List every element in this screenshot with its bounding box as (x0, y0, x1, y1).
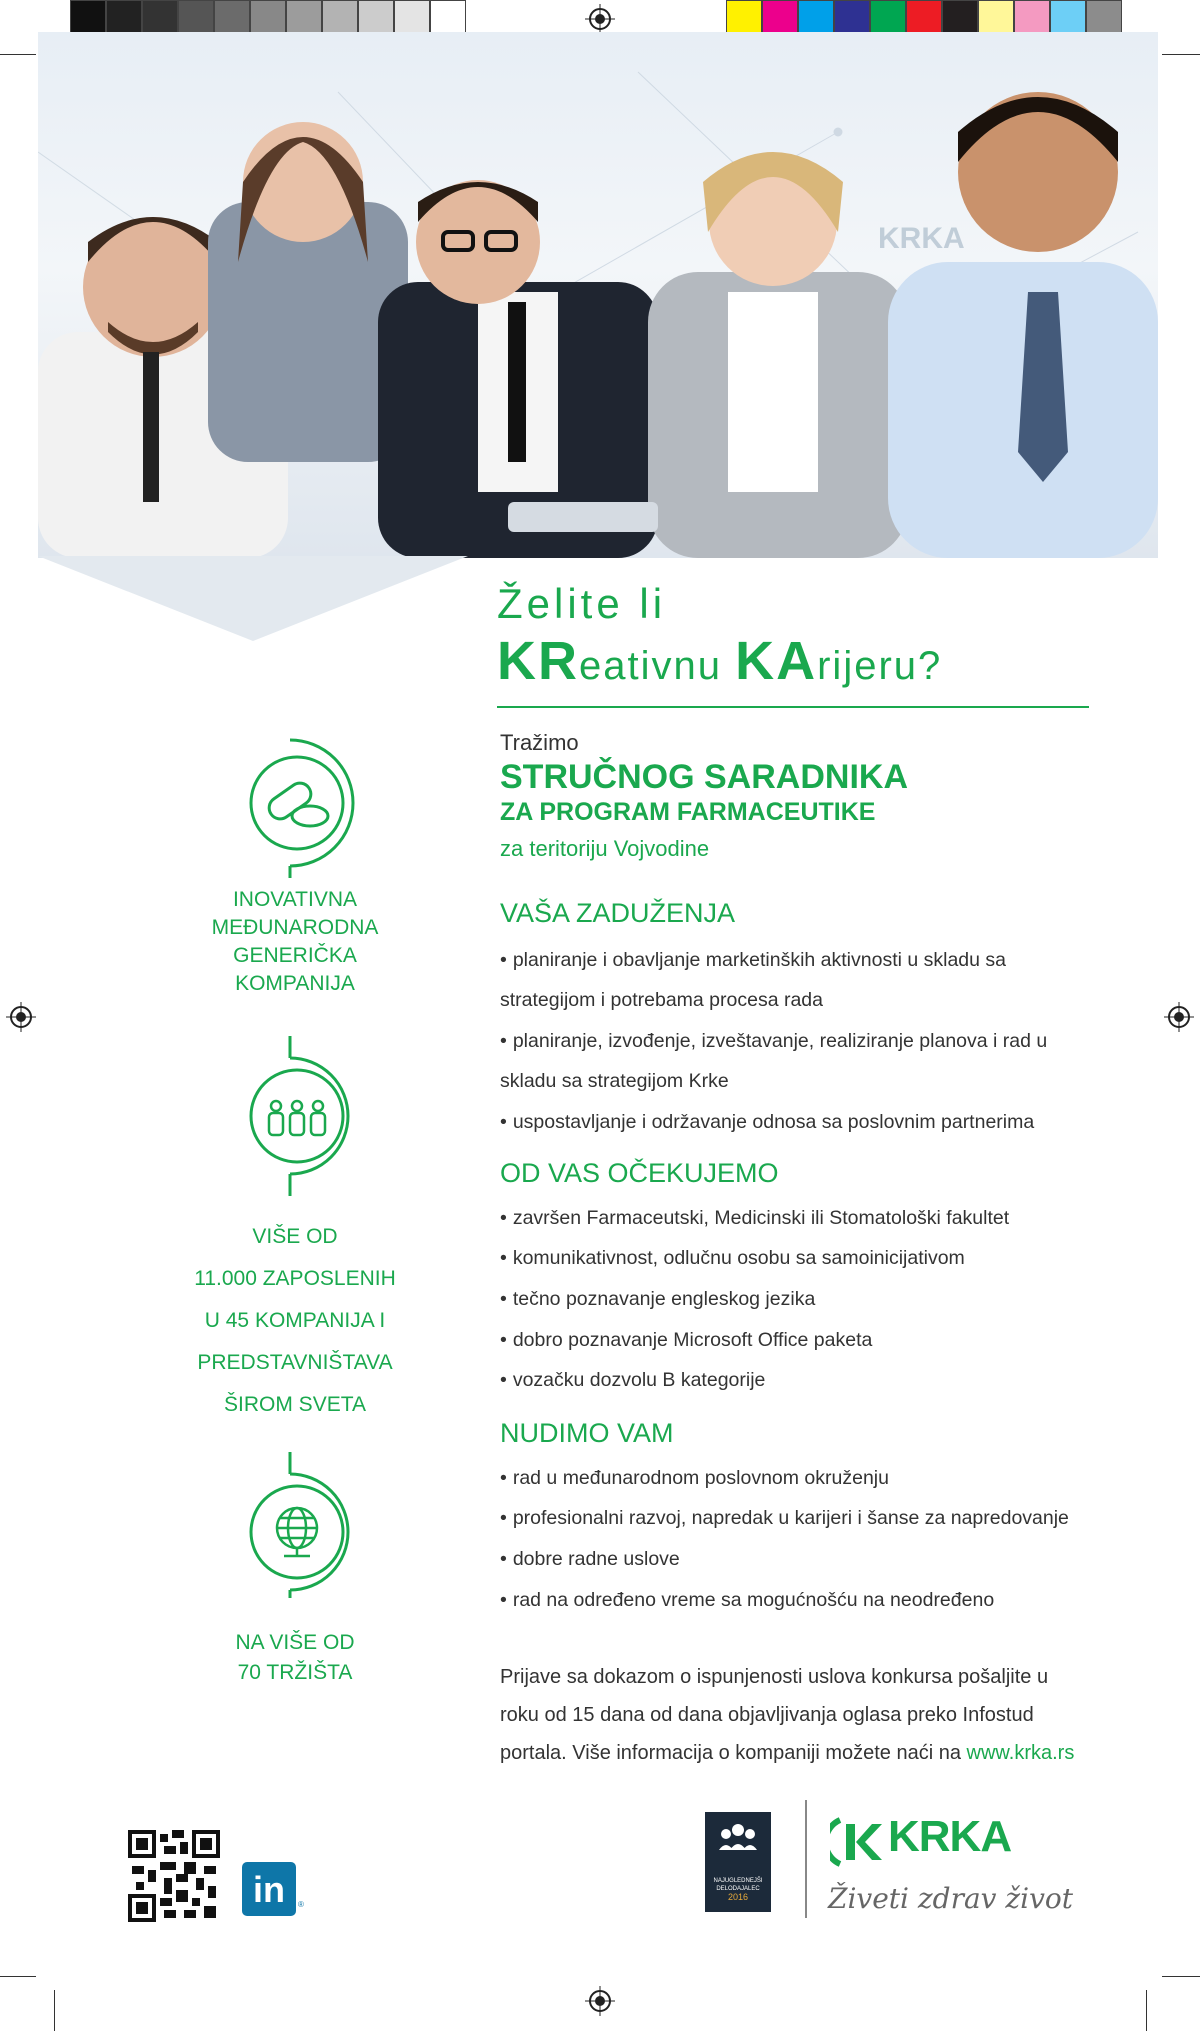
stat-line: INOVATIVNA (232, 888, 358, 911)
calibration-swatch (250, 0, 286, 36)
stat-line: GENERIČKA (233, 944, 357, 967)
calibration-swatch (798, 0, 834, 36)
award-people-icon (705, 1812, 771, 1872)
calibration-swatch (834, 0, 870, 36)
duty-item: • uspostavljanje i održavanje odnosa sa poslovnim partnerima (500, 1102, 1100, 1142)
expect-item: • dobro poznavanje Microsoft Office paketa (500, 1320, 1100, 1360)
stat-markets (150, 1628, 440, 1688)
crop-mark (1162, 54, 1200, 55)
registration-mark-bottom (585, 1986, 615, 2016)
stat-line: MEĐUNARODNA (211, 916, 379, 939)
crop-mark (1146, 1990, 1147, 2031)
expect-item: • završen Farmaceutski, Medicinski ili Stomatološki fakultet (500, 1198, 1100, 1238)
job-title: STRUČNOG SARADNIKA (500, 758, 908, 796)
hero-watermark-logo: KRKA (878, 222, 965, 255)
pill-capsule-icon (240, 738, 360, 878)
crop-mark (54, 1990, 55, 2031)
color-calibration-bar (726, 0, 1122, 36)
calibration-swatch (430, 0, 466, 36)
application-instructions (500, 1658, 1140, 1772)
closing-line: Prijave sa dokazom o ispunjenosti uslova konkursa pošaljite u (500, 1666, 1049, 1688)
linkedin-icon[interactable]: in (242, 1862, 296, 1916)
headline-ka-rest: rijeru? (817, 644, 943, 688)
closing-line: portala. Više informacija o kompaniji možete naći na (500, 1742, 967, 1764)
qr-code[interactable] (128, 1830, 220, 1922)
linkedin-registered-mark: ® (298, 1900, 304, 1909)
calibration-swatch (70, 0, 106, 36)
job-subtitle: ZA PROGRAM FARMACEUTIKE (500, 798, 876, 826)
headline-ka: KA (735, 631, 818, 691)
crop-mark (1162, 1976, 1200, 1977)
crop-mark (0, 54, 36, 55)
job-intro: Tražimo (500, 730, 579, 755)
calibration-swatch (394, 0, 430, 36)
stat-company-type (150, 886, 440, 998)
expect-item: • tečno poznavanje engleskog jezika (500, 1279, 1100, 1319)
offer-item: • rad na određeno vreme sa mogućnošću na neodređeno (500, 1580, 1100, 1620)
headline-divider (497, 706, 1089, 708)
calibration-swatch (726, 0, 762, 36)
stat-line: VIŠE OD (252, 1225, 338, 1248)
offer-item: • dobre radne uslove (500, 1539, 1100, 1579)
duty-item: • planiranje i obavljanje marketinških aktivnosti u skladu sa (500, 940, 1100, 980)
team-illustration (38, 32, 1158, 558)
calibration-swatch (906, 0, 942, 36)
headline-kr: KR (497, 631, 579, 691)
duty-item: strategijom i potrebama procesa rada (500, 989, 823, 1011)
krka-logo: KRKA (888, 1812, 1012, 1861)
calibration-swatch (1014, 0, 1050, 36)
website-link[interactable]: www.krka.rs (966, 1742, 1075, 1764)
award-year: 2016 (727, 1892, 749, 1902)
registration-mark-top (585, 4, 615, 34)
calibration-swatch (142, 0, 178, 36)
calibration-swatch (358, 0, 394, 36)
calibration-swatch (322, 0, 358, 36)
expect-item: • komunikativnost, odlučnu osobu sa samoinicijativom (500, 1238, 1100, 1278)
calibration-swatch (214, 0, 250, 36)
hero-team-photo (38, 32, 1158, 558)
expect-item: • vozačku dozvolu B kategorije (500, 1360, 1100, 1400)
registration-mark-right (1164, 1002, 1194, 1032)
krka-tagline: Živeti zdrav život (828, 1882, 1074, 1915)
gray-calibration-bar (70, 0, 466, 36)
headline-kr-rest: eativnu (579, 644, 736, 688)
expect-heading: OD VAS OČEKUJEMO (500, 1158, 779, 1188)
calibration-swatch (286, 0, 322, 36)
stat-employees (150, 1216, 440, 1426)
closing-line: roku od 15 dana od dana objavljivanja oglasa preko Infostud (500, 1704, 1034, 1726)
stat-line: PREDSTAVNIŠTAVA (197, 1351, 393, 1374)
offer-item: • profesionalni razvoj, napredak u karijeri i šanse za napredovanje (500, 1498, 1100, 1538)
calibration-swatch (942, 0, 978, 36)
registration-mark-left (6, 1002, 36, 1032)
duty-item: • planiranje, izvođenje, izveštavanje, realiziranje planova i rad u (500, 1021, 1100, 1061)
calibration-swatch (870, 0, 906, 36)
stat-line: ŠIROM SVETA (224, 1393, 366, 1416)
offer-heading: NUDIMO VAM (500, 1418, 674, 1448)
globe-icon (240, 1452, 360, 1612)
headline-line1: Želite li (497, 580, 667, 627)
stat-line: 70 TRŽIŠTA (237, 1661, 353, 1684)
stat-line: U 45 KOMPANIJA I (204, 1309, 386, 1332)
stat-line: 11.000 ZAPOSLENIH (194, 1267, 396, 1290)
job-region: za teritoriju Vojvodine (500, 836, 710, 861)
calibration-swatch (1050, 0, 1086, 36)
stat-line: KOMPANIJA (235, 972, 355, 995)
krka-k-icon (830, 1816, 882, 1868)
employees-group-icon (240, 1036, 360, 1196)
calibration-swatch (106, 0, 142, 36)
award-text: NAJUGLEDNEJŠI DELODAJALEC (713, 1878, 763, 1892)
calibration-swatch (178, 0, 214, 36)
hero-notch (38, 556, 468, 641)
duties-heading: VAŠA ZADUŽENJA (500, 898, 736, 928)
offer-item: • rad u međunarodnom poslovnom okruženju (500, 1458, 1100, 1498)
calibration-swatch (1086, 0, 1122, 36)
stat-line: NA VIŠE OD (235, 1631, 355, 1654)
headline-line2 (497, 630, 942, 692)
duty-item: skladu sa strategijom Krke (500, 1070, 729, 1092)
calibration-swatch (762, 0, 798, 36)
footer-divider (805, 1800, 807, 1918)
calibration-swatch (978, 0, 1014, 36)
crop-mark (0, 1976, 36, 1977)
